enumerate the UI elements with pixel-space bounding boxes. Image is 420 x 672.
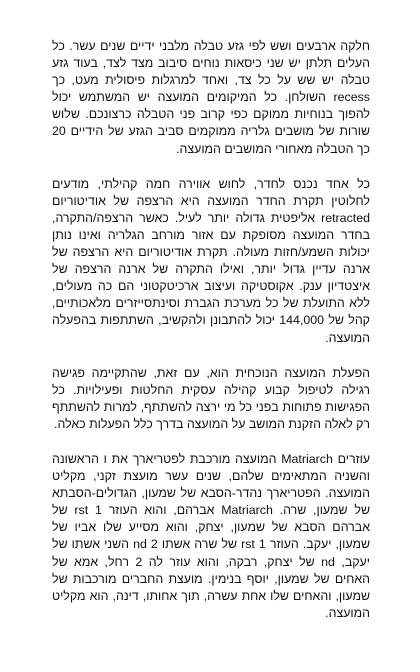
paragraph-council-members: עוזרים Matriarch המועצה מורכבת לפטריארך את ו הראשונה והשניה המתאימים שלהם, שנים עשר מועצת זקני, מקליט המועצה. הפטריארך נהדר-הסבא של שמעון, הגדולים-הסבתא של שמעון, שרה. Matriarch אברהם, והוא העוזר rst 1 של אברהם הסבא של שמעון, יצחק, והוא מסייע שלו אביו של שמעון, יעקב. העוזר rst 1 של שרה אשתו nd 2 השני אשתו של יעקב, nd של יצחק, רבקה, והוא עוזר לה 2 רחל, אמא של האחים של שמעון, יוסף בנימין. מועצת החברים מורכבות של שמעון, והאחים שלו אחת עשרה, תוך אחותו, דינה, הוא מקליט המועצה. bbox=[52, 451, 371, 620]
paragraph-council-session: הפעלת המועצה הנוכחית הוא, עם זאת, שהתקיימה פגישה רגילה לטיפול קבוע קהילה עסקית החלטות ופעילויות. כל הפגישות פתוחות בפני כל מי ירצה להשתתף, למרות להשתתף רק לאלה הזקנת המושב על המועצה בדרך כלל הפעלות כאלה. bbox=[52, 365, 370, 431]
body-text bbox=[52, 38, 370, 622]
paragraph-council-seating: חלקה ארבעים ושש לפי גזע טבלה מלבני ידיים שנים עשר. כל העלים תלתן יש שני כיסאות נוחים סיבוב מצד לצד, בעוד גזע טבלה יש שש על כל צד, ואחד למרגלות פיסולית מעט, כך recess השולחן. כל המיקומים המועצה יש המשתמש יכול להפוך בנוחיות ממוקם כפי קרוב פני הטבלה כרצונכם. שלוש שורות של מושבים גלריה ממוקמים סביב הגזע של הידיים 20 כך הטבלה מאחורי המושבים המועצה. bbox=[52, 39, 370, 156]
paragraph-council-chamber: כל אחד נכנס לחדר, לחוש אווירה חמה קהילתי, מודעים לחלוטין תקרת החדר המועצה היא הרצפה של אודיטוריום retracted אליפטית גדולה יותר לעיל. כאשר הרצפה/התקרה, בחדר המועצה מסופקת עם אזור מורחב הגלריה ואינו נותן יכולות השמע/חזות מעולה. תקרת אודיטוריום היא הרצפה של ארנה עדיין גדול יותר, ואילו התקרה של ארנה הרצפה של איצטדיון ענק. אקוסטיקה ועיצוב ארכיטקטוני הם כה מעולים, ללא התועלת של כל מערכת הגברת וסינתסייזרים מלאכותיים, קהל של 144,000 יכול להתבונן ולהקשיב, השתתפות בהפעלה המועצה. bbox=[52, 176, 370, 345]
